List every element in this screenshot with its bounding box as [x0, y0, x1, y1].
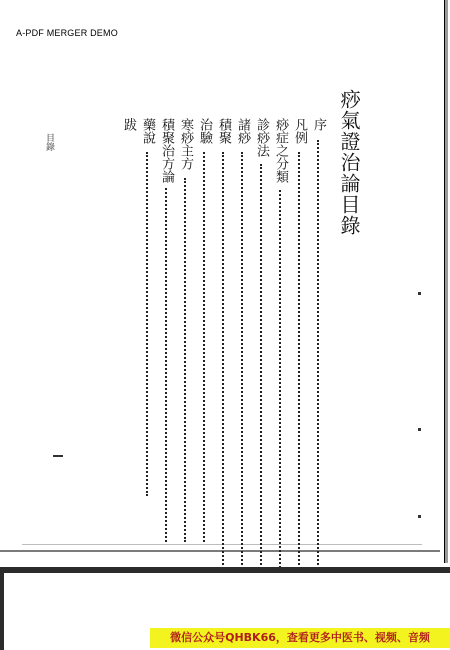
page-bottom-rule	[0, 550, 440, 552]
scan-speck	[418, 515, 421, 518]
merger-watermark: A-PDF MERGER DEMO	[16, 28, 118, 38]
toc-leader-dots	[279, 190, 281, 592]
toc-leader-dots	[298, 152, 300, 592]
toc-leader-dots	[317, 140, 319, 592]
toc-leader-dots	[146, 152, 148, 496]
toc-entry-label: 積聚	[216, 118, 231, 144]
toc-title: 痧氣證治論目錄	[337, 89, 361, 236]
toc-leader-dots	[222, 152, 224, 592]
toc-entry-label: 診痧法	[254, 118, 269, 157]
toc-entry-label: 寒痧主方	[178, 118, 193, 170]
toc-leader-dots	[184, 178, 186, 542]
toc-entry-label: 序	[311, 118, 326, 131]
page-left-edge	[0, 567, 4, 650]
toc-entry-label: 痧症之分類	[273, 118, 288, 183]
wechat-banner[interactable]: 微信公众号QHBK66，查看更多中医书、视频、音频	[150, 628, 450, 648]
toc-leader-dots	[203, 152, 205, 542]
toc-leader-dots	[165, 188, 167, 542]
toc-entry-label: 凡例	[292, 118, 307, 144]
toc-entry-label: 藥說	[140, 118, 155, 144]
side-dash	[53, 455, 63, 457]
scan-speck	[418, 292, 421, 295]
scan-speck	[418, 428, 421, 431]
page-edge-shadow	[445, 0, 448, 563]
toc-entry-label: 治驗	[197, 118, 212, 144]
toc-entry-label: 諸痧	[235, 118, 250, 144]
page-separator-bar	[0, 567, 450, 573]
toc-entry-label: 跋	[121, 118, 136, 131]
toc-entry-label: 積聚治方論	[159, 118, 174, 183]
toc-leader-dots	[260, 164, 262, 592]
toc-leader-dots	[241, 152, 243, 592]
side-label: 目錄	[44, 133, 54, 151]
